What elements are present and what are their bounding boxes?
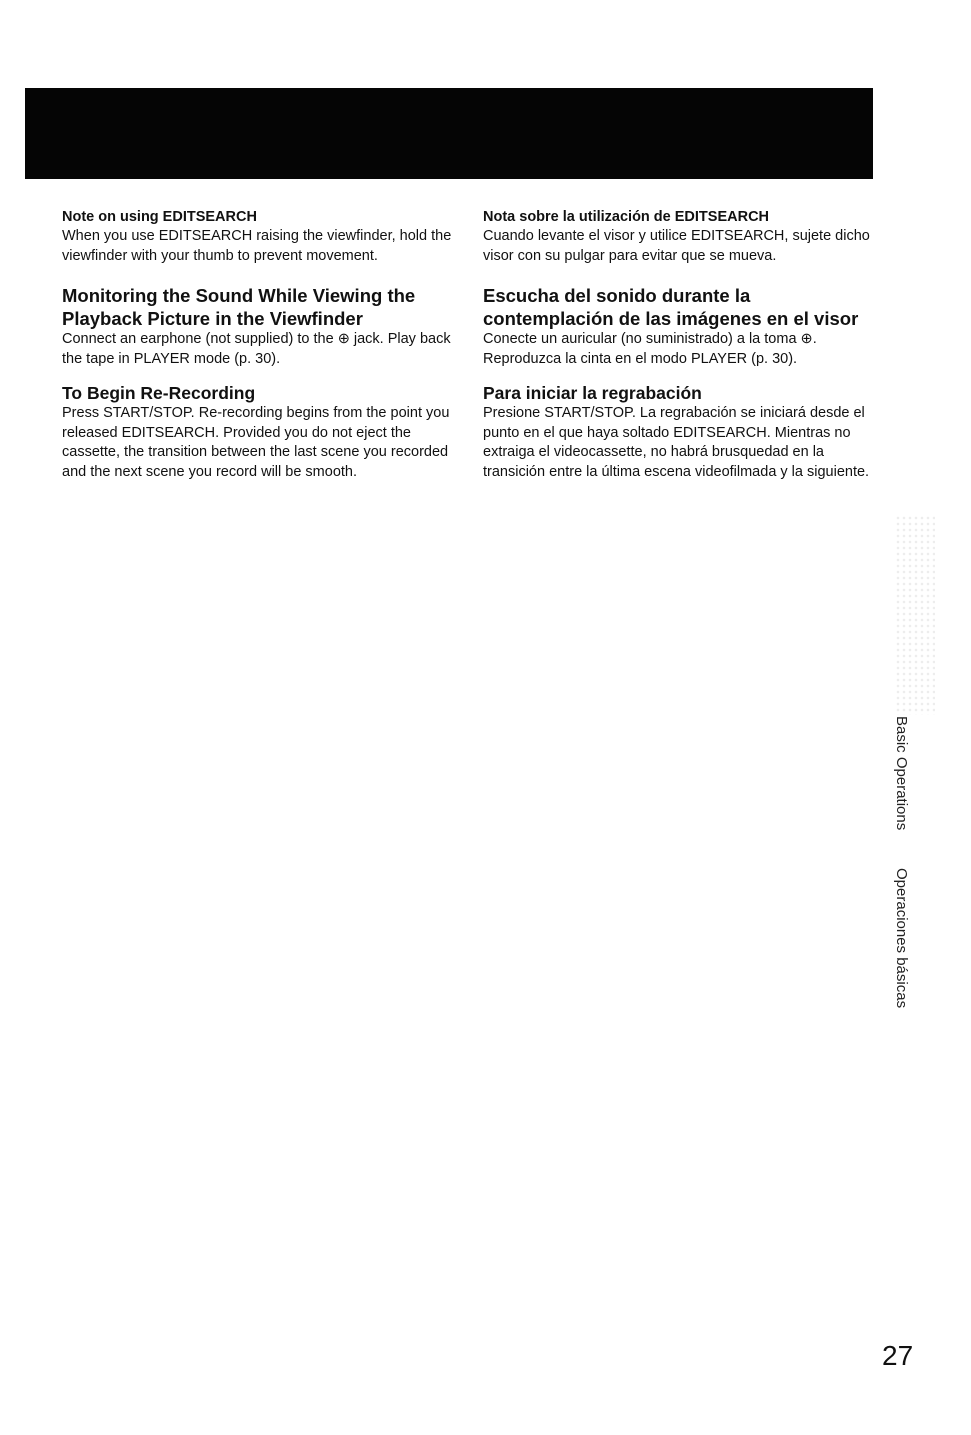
monitor-heading: Monitoring the Sound While Viewing the Playback Picture in the Viewfinder <box>62 285 416 329</box>
escucha-heading: Escucha del sonido durante la contemplación de las imágenes en el visor <box>483 285 859 329</box>
nota-body: Cuando levante el visor y utilice EDITSEARCH, sujete dicho visor con su pulgar para evitar que se mueva. <box>483 228 870 264</box>
note-body: When you use EDITSEARCH raising the viewfinder, hold the viewfinder with your thumb to prevent movement. <box>62 228 452 264</box>
nota-title: Nota sobre la utilización de EDITSEARCH <box>483 209 770 225</box>
monitor-body: Connect an earphone (not supplied) to the ⊕ jack. Play back the tape in PLAYER mode (p. 30). <box>62 331 451 367</box>
regrabacion-heading: Para iniciar la regrabación <box>483 383 702 403</box>
english-column <box>62 208 457 482</box>
header-banner <box>25 88 873 179</box>
side-tab-english: Basic Operations <box>893 716 910 831</box>
regrabacion-body: Presione START/STOP. La regrabación se iniciará desde el punto en el que haya soltado EDITSEARCH. Mientras no extraiga el videocassette, no habrá brusquedad en la transición entre la última escena videofilmada y la siguiente. <box>483 405 870 480</box>
page-number: 27 <box>882 1340 914 1371</box>
escucha-body: Conecte un auricular (no suministrado) a la toma ⊕. Reproduzca la cinta en el modo PLAYER (p. 30). <box>483 331 817 367</box>
rerecording-heading: To Begin Re-Recording <box>62 383 256 403</box>
spanish-column <box>483 208 883 482</box>
scan-noise <box>895 515 935 715</box>
side-tab <box>893 716 919 1036</box>
rerecording-body: Press START/STOP. Re-recording begins from the point you released EDITSEARCH. Provided you do not eject the cassette, the transition between the last scene you recorded and the next scene you record will be smooth. <box>62 405 450 480</box>
side-tab-spanish: Operaciones básicas <box>893 868 910 1009</box>
note-title: Note on using EDITSEARCH <box>62 209 257 225</box>
